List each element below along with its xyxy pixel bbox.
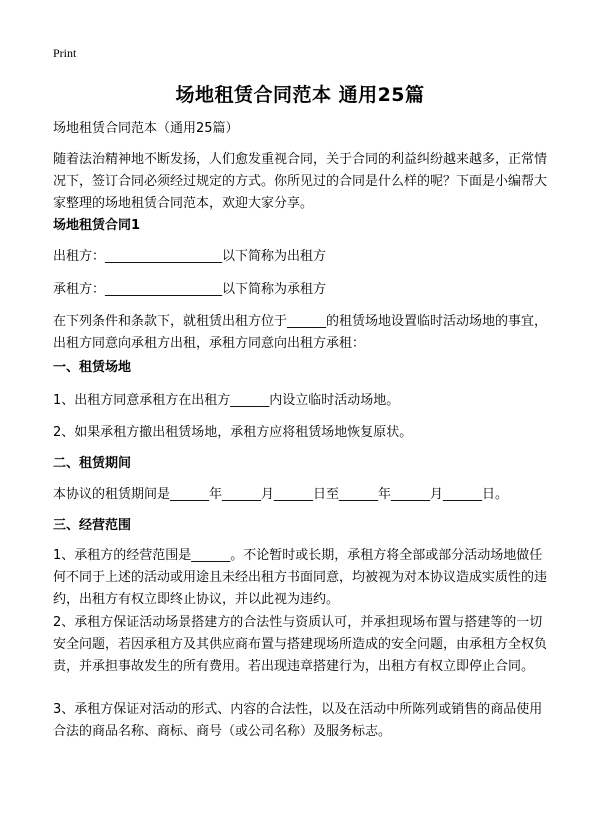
section-3-item-1: 1、承租方的经营范围是______。不论暂时或长期，承租方将全部或部分活动场地做任何不同于上述的活动或用途且未经出租方书面同意，均被视为对本协议造成实质性的违约，出租方有权立即终止协议，并以此视为违约。 — [53, 548, 548, 607]
document-subtitle: 场地租赁合同范本（通用25篇） — [53, 121, 239, 136]
section-3-item-3: 3、承租方保证对活动的形式、内容的合法性，以及在活动中所陈列或销售的商品使用合法的商品名称、商标、商号（或公司名称）及服务标志。 — [53, 702, 543, 739]
lessee-line: 承租方：__________________以下简称为承租方 — [53, 282, 327, 297]
section-3-heading: 三、经营范围 — [53, 518, 132, 533]
section-3-item-2: 2、承租方保证活动场景搭建方的合法性与资质认可，并承担现场布置与搭建等的一切安全问题，若因承租方及其供应商布置与搭建现场所造成的安全问题，由承租方全权负责，并承担事故发生的所有费用。若出现违章搭建行为，出租方有权立即停止合同。 — [53, 615, 548, 674]
section-2-heading: 二、租赁期间 — [53, 456, 132, 471]
lessor-line: 出租方：__________________以下简称为出租方 — [53, 249, 327, 264]
section-2-text: 本协议的租赁期间是______年______月______日至______年______月______日。 — [53, 487, 509, 502]
section-1-heading: 一、租赁场地 — [53, 360, 132, 375]
print-label[interactable]: Print — [53, 46, 77, 60]
section-1-item-1: 1、出租方同意承租方在出租方______内设立临时活动场地。 — [53, 393, 400, 408]
preamble-paragraph: 在下列条件和条款下，就租赁出租方位于______的租赁场地设置临时活动场地的事宜，出租方同意向承租方出租，承租方同意向出租方承租： — [53, 314, 548, 351]
contract-heading: 场地租赁合同1 — [53, 218, 141, 233]
section-1-item-2: 2、如果承租方撤出租赁场地，承租方应将租赁场地恢复原状。 — [53, 425, 413, 440]
intro-paragraph: 随着法治精神地不断发扬，人们愈发重视合同，关于合同的利益纠纷越来越多，正常情况下，签订合同必须经过规定的方式。你所见过的合同是什么样的呢？下面是小编帮大家整理的场地租赁合同范本，欢迎大家分享。 — [53, 152, 548, 211]
document-title: 场地租赁合同范本 通用25篇 — [175, 84, 425, 106]
